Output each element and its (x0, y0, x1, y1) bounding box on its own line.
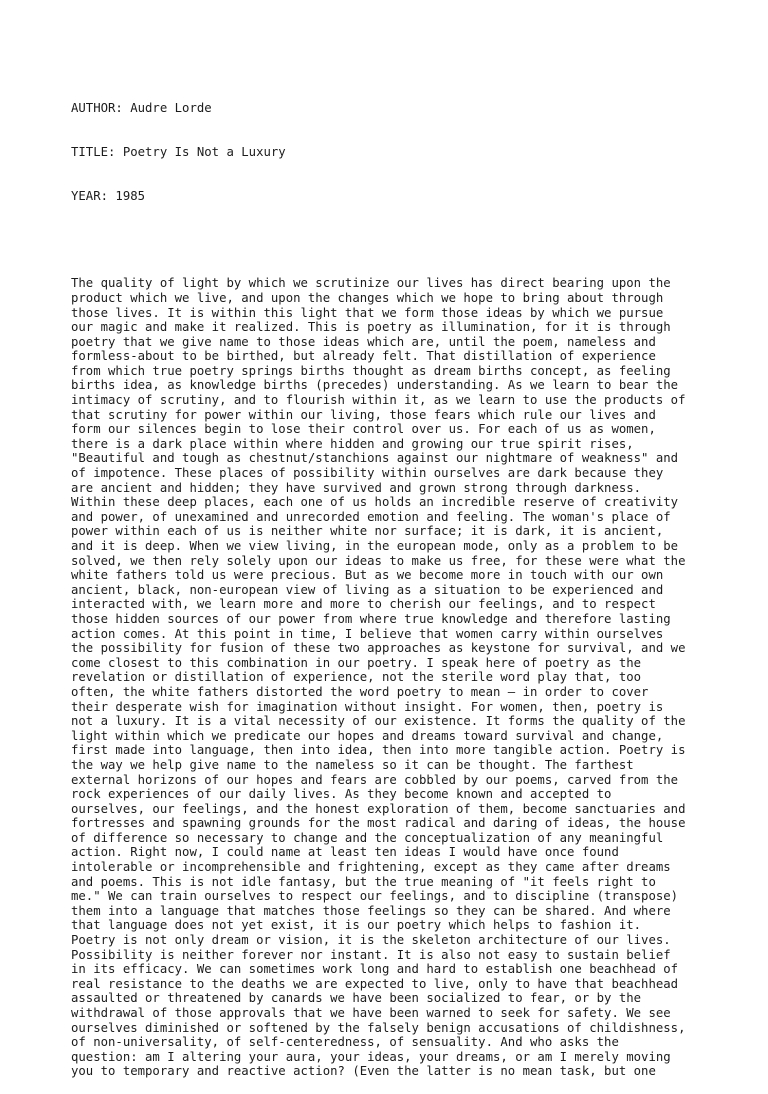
body-line: that language does not yet exist, it is our poetry which helps to fashion it. (71, 918, 642, 933)
body-line: from which true poetry springs births thought as dream births concept, as feeling (71, 363, 671, 378)
body-text (71, 276, 761, 1079)
body-line: their desperate wish for imagination without insight. For women, then, poetry is (71, 699, 664, 714)
body-line: first made into language, then into idea, then into more tangible action. Poetry is (71, 743, 686, 758)
body-line: are ancient and hidden; they have survived and grown strong through darkness. (71, 480, 642, 495)
body-line: power within each of us is neither white nor surface; it is dark, it is ancient, (71, 524, 664, 539)
title-line: TITLE: Poetry Is Not a Luxury (71, 144, 286, 159)
body-line: the possibility for fusion of these two approaches as keystone for survival, and we (71, 641, 686, 656)
body-line: rock experiences of our daily lives. As they become known and accepted to (71, 787, 612, 802)
body-line: action comes. At this point in time, I believe that women carry within ourselves (71, 626, 664, 641)
body-line: Possibility is neither forever nor instant. It is also not easy to sustain belief (71, 947, 671, 962)
body-line: them into a language that matches those feelings so they can be shared. And where (71, 903, 671, 918)
body-line: revelation or distillation of experience, not the sterile word play that, too (71, 670, 642, 685)
body-line: come closest to this combination in our poetry. I speak here of poetry as the (71, 655, 642, 670)
body-line: and poems. This is not idle fantasy, but the true meaning of "it feels right to (71, 874, 656, 889)
body-line: formless-about to be birthed, but already felt. That distillation of experience (71, 349, 656, 364)
body-line: of non-universality, of self-centeredness, of sensuality. And who asks the (71, 1035, 619, 1050)
body-line: often, the white fathers distorted the word poetry to mean — in order to cover (71, 684, 649, 699)
body-line: assaulted or threatened by canards we have been socialized to fear, or by the (71, 991, 642, 1006)
body-line: intimacy of scrutiny, and to flourish within it, as we learn to use the products of (71, 393, 686, 408)
body-line: me." We can train ourselves to respect our feelings, and to discipline (transpose) (71, 889, 679, 904)
body-line: Poetry is not only dream or vision, it is the skeleton architecture of our lives. (71, 933, 671, 948)
body-line: action. Right now, I could name at least ten ideas I would have once found (71, 845, 619, 860)
body-line: light within which we predicate our hopes and dreams toward survival and change, (71, 728, 664, 743)
year-line: YEAR: 1985 (71, 188, 146, 203)
body-line: of difference so necessary to change and the conceptualization of any meaningful (71, 830, 664, 845)
body-line: intolerable or incomprehensible and frightening, except as they came after dreams (71, 860, 671, 875)
body-line: not a luxury. It is a vital necessity of our existence. It forms the quality of the (71, 714, 686, 729)
body-line: question: am I altering your aura, your ideas, your dreams, or am I merely moving (71, 1049, 671, 1064)
body-line: there is a dark place within where hidden and growing our true spirit rises, (71, 436, 634, 451)
body-line: in its efficacy. We can sometimes work long and hard to establish one beachhead of (71, 962, 679, 977)
body-line: those lives. It is within this light that we form those ideas by which we pursue (71, 305, 664, 320)
body-line: births idea, as knowledge births (precedes) understanding. As we learn to bear the (71, 378, 679, 393)
body-line: real resistance to the deaths we are expected to live, only to have that beachhead (71, 976, 679, 991)
body-line: "Beautiful and tough as chestnut/stanchions against our nightmare of weakness" and (71, 451, 679, 466)
body-line: Within these deep places, each one of us holds an incredible reserve of creativity (71, 495, 679, 510)
body-line: fortresses and spawning grounds for the most radical and daring of ideas, the house (71, 816, 686, 831)
body-line: the way we help give name to the nameless so it can be thought. The farthest (71, 757, 634, 772)
body-line: our magic and make it realized. This is poetry as illumination, for it is through (71, 320, 671, 335)
body-line: ancient, black, non-european view of living as a situation to be experienced and (71, 582, 664, 597)
body-line: external horizons of our hopes and fears are cobbled by our poems, carved from the (71, 772, 679, 787)
paragraph-gap (71, 233, 761, 248)
body-line: and power, of unexamined and unrecorded emotion and feeling. The woman's place of (71, 509, 671, 524)
body-line: product which we live, and upon the changes which we hope to bring about through (71, 290, 664, 305)
body-line: of impotence. These places of possibility within ourselves are dark because they (71, 466, 664, 481)
body-line: The quality of light by which we scrutinize our lives has direct bearing upon the (71, 276, 671, 291)
body-line: white fathers told us were precious. But as we become more in touch with our own (71, 568, 664, 583)
body-line: interacted with, we learn more and more to cherish our feelings, and to respect (71, 597, 656, 612)
body-line: solved, we then rely solely upon our ideas to make us free, for these were what the (71, 553, 686, 568)
body-line: ourselves diminished or softened by the falsely benign accusations of childishness, (71, 1020, 686, 1035)
body-line: ourselves, our feelings, and the honest exploration of them, become sanctuaries and (71, 801, 686, 816)
document-text (71, 72, 761, 1094)
body-line: and it is deep. When we view living, in the european mode, only as a problem to be (71, 539, 679, 553)
body-line: withdrawal of those approvals that we have been warned to seek for safety. We see (71, 1006, 671, 1020)
author-line: AUTHOR: Audre Lorde (71, 101, 212, 116)
body-line: poetry that we give name to those ideas which are, until the poem, nameless and (71, 334, 656, 349)
body-line: form our silences begin to lose their control over us. For each of us as women, (71, 422, 656, 437)
body-line: that scrutiny for power within our living, those fears which rule our lives and (71, 407, 656, 422)
body-line: you to temporary and reactive action? (Even the latter is no mean task, but one (71, 1064, 656, 1079)
body-line: those hidden sources of our power from where true knowledge and therefore lasting (71, 611, 671, 626)
